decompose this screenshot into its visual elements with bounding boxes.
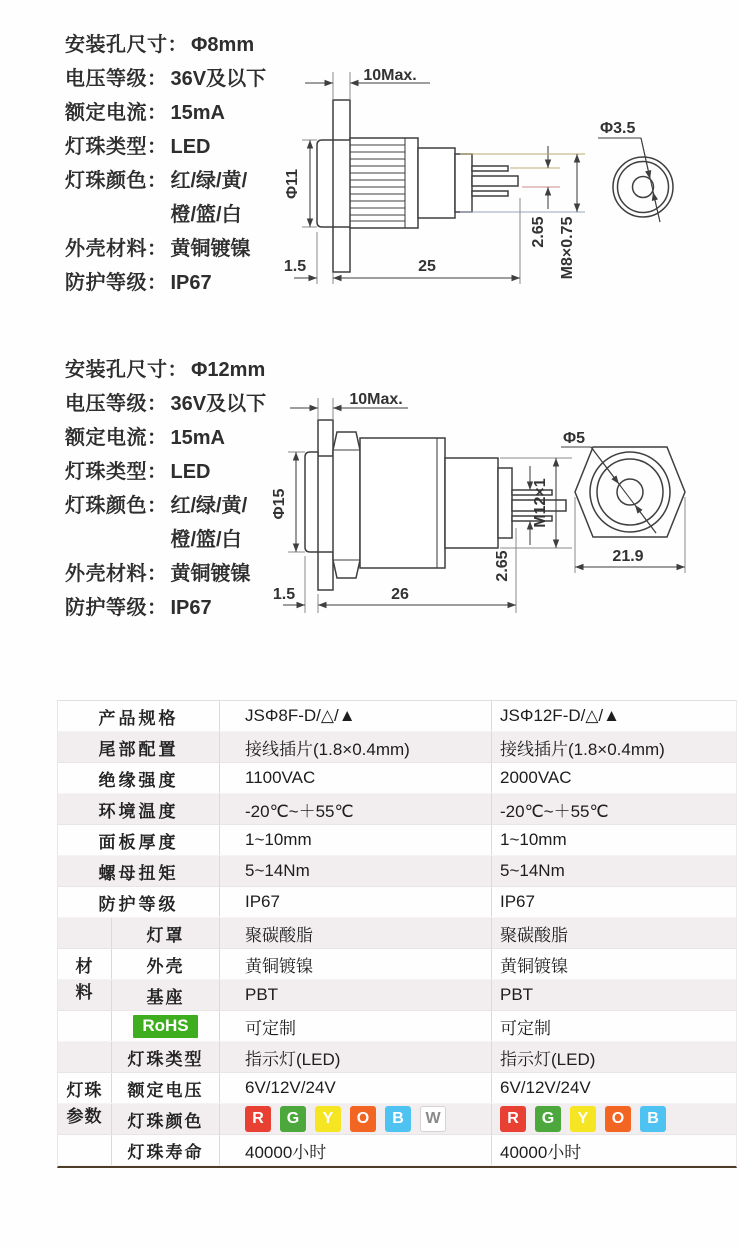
dim-panel-thickness [290, 391, 408, 420]
value-8mm: IP67 [219, 887, 491, 917]
spec-value [171, 164, 248, 232]
value-8mm: 接线插片(1.8×0.4mm) [219, 732, 491, 762]
spec-label: 灯珠类型： [65, 136, 168, 158]
value-8mm: 6V/12V/24V [219, 1073, 491, 1103]
spec-value: 15mA [170, 102, 225, 124]
value-8mm: 指示灯(LED) [219, 1042, 491, 1072]
value-12mm: IP67 [491, 887, 736, 917]
value-8mm: JSΦ8F-D/△/▲ [219, 701, 491, 731]
value-12mm: -20℃~＋55℃ [491, 794, 736, 824]
table-row-temperature [58, 794, 736, 825]
value-12mm: 指示灯(LED) [491, 1042, 736, 1072]
value-8mm: 1~10mm [219, 825, 491, 855]
table-row-nut-torque [58, 856, 736, 887]
table-row-model [58, 701, 736, 732]
spec-value: Φ12mm [191, 359, 266, 381]
spec-row-mounting-hole [65, 353, 285, 387]
dim-label-10max: 10Max. [363, 67, 417, 84]
value-12mm: 接线插片(1.8×0.4mm) [491, 732, 736, 762]
spec-value: LED [170, 461, 211, 483]
table-row-shell [58, 949, 736, 980]
spec-label: 电压等级： [65, 393, 168, 415]
group-char: 材 [75, 957, 94, 976]
spec-value: 36V及以下 [170, 68, 267, 90]
spec-value: 黄铜镀镍 [170, 563, 251, 585]
group-char: 料 [75, 983, 94, 1002]
color-chip-W: W [420, 1106, 446, 1132]
table-row-ip-rating [58, 887, 736, 918]
dim-label-10max: 10Max. [349, 391, 403, 408]
front-view-12mm [561, 430, 685, 573]
row-label: 灯罩 [111, 918, 219, 948]
row-label: 基座 [111, 980, 219, 1010]
spec-value: LED [170, 136, 211, 158]
spec-row-led-type [65, 455, 285, 489]
spec-label: 防护等级： [65, 597, 168, 619]
spec-value [171, 489, 248, 557]
spec-label: 额定电流： [65, 102, 168, 124]
spec-label: 外壳材料： [65, 238, 168, 260]
spec-row-shell-material [65, 557, 285, 591]
spec-row-voltage [65, 62, 285, 96]
spec-label: 安装孔尺寸： [65, 359, 188, 381]
spec-label: 灯珠颜色： [65, 170, 168, 192]
front-bezel [305, 452, 318, 552]
dim-thread [460, 154, 585, 279]
table-row-led-type [58, 1042, 736, 1073]
spec-row-shell-material [65, 232, 285, 266]
spec-row-voltage [65, 387, 285, 421]
row-label: 额定电压 [111, 1073, 219, 1103]
group-word: 灯珠 [66, 1081, 103, 1100]
value-12mm: 聚碳酸脂 [491, 918, 736, 948]
rear-cap [455, 154, 472, 212]
dim-head-diameter [271, 452, 305, 552]
value-8mm: PBT [219, 980, 491, 1010]
value-12mm: PBT [491, 980, 736, 1010]
table-row-led-life [58, 1135, 736, 1166]
dim-label-1-5: 1.5 [283, 258, 307, 275]
hex-nut [333, 432, 360, 578]
color-chip-Y: Y [570, 1106, 596, 1132]
dim-label-phi15: Φ15 [271, 488, 288, 520]
color-chips-8mm [219, 1104, 491, 1134]
dim-pin-pitch [510, 146, 560, 248]
group-label-material [58, 918, 111, 1042]
spec-row-ip-rating [65, 591, 285, 625]
dimension-drawing-8mm [275, 50, 739, 305]
row-label: 防护等级 [98, 894, 179, 914]
row-label: 灯珠寿命 [111, 1135, 219, 1165]
value-12mm: 黄铜镀镍 [491, 949, 736, 979]
spec-value: 36V及以下 [170, 393, 267, 415]
spec-label: 额定电流： [65, 427, 168, 449]
table-row-lens [58, 918, 736, 949]
spec-value-line2: 橙/篮/白 [170, 204, 242, 226]
spec-value-line1: 红/绿/黄/ [170, 495, 248, 517]
spec-row-ip-rating [65, 266, 285, 300]
table-row-rohs [58, 1011, 736, 1042]
spec-block-12mm [65, 353, 285, 625]
dim-label-m12: M12×1 [532, 478, 549, 528]
row-label: 环境温度 [98, 801, 179, 821]
spec-value-line1: 红/绿/黄/ [170, 170, 248, 192]
row-label: 螺母扭矩 [98, 863, 179, 883]
group-word: 参数 [66, 1107, 103, 1126]
spec-row-led-type [65, 130, 285, 164]
dim-label-2-65: 2.65 [530, 216, 547, 248]
dim-label-phi11: Φ11 [284, 168, 301, 200]
value-8mm: 1100VAC [219, 763, 491, 793]
spec-label: 防护等级： [65, 272, 168, 294]
spec-value: 黄铜镀镍 [170, 238, 251, 260]
value-12mm: 1~10mm [491, 825, 736, 855]
row-label: 尾部配置 [98, 739, 179, 759]
chip-list [500, 1106, 666, 1132]
spec-label: 灯珠类型： [65, 461, 168, 483]
switch-body [317, 138, 518, 228]
color-chip-O: O [605, 1106, 631, 1132]
terminal-pins [472, 166, 518, 196]
rear-cap [498, 468, 512, 538]
dim-label-phi3-5: Φ3.5 [600, 120, 636, 137]
spec-value: 15mA [170, 427, 225, 449]
table-row-panel-thickness [58, 825, 736, 856]
rohs-badge: RoHS [133, 1015, 197, 1038]
switch-body [305, 432, 566, 578]
spec-label: 灯珠颜色： [65, 495, 168, 517]
dim-label-25: 25 [418, 258, 436, 275]
row-label: 绝缘强度 [98, 770, 179, 790]
dim-label-phi5: Φ5 [563, 430, 586, 447]
table-row-rated-voltage [58, 1073, 736, 1104]
dim-label-m8: M8×0.75 [559, 216, 576, 280]
dimension-drawing-12mm [270, 378, 739, 625]
chip-list [245, 1106, 446, 1132]
front-bezel [317, 140, 333, 227]
spec-table [57, 700, 737, 1168]
spec-label: 安装孔尺寸： [65, 34, 188, 56]
rohs-cell [111, 1011, 219, 1041]
value-12mm: JSΦ12F-D/△/▲ [491, 701, 736, 731]
dim-label-1-5: 1.5 [272, 586, 296, 603]
spec-row-led-colors [65, 489, 285, 557]
front-view-8mm [598, 120, 673, 222]
table-row-led-colors [58, 1104, 736, 1135]
dim-label-21-9: 21.9 [612, 548, 644, 565]
row-label: 灯珠类型 [111, 1042, 219, 1072]
panel-section [333, 100, 350, 272]
row-label: 面板厚度 [98, 832, 179, 852]
value-8mm: 聚碳酸脂 [219, 918, 491, 948]
panel-section [318, 420, 333, 590]
value-8mm: -20℃~＋55℃ [219, 794, 491, 824]
dim-panel-thickness [305, 67, 430, 100]
table-row-base [58, 980, 736, 1011]
value-8mm: 40000小时 [219, 1135, 491, 1165]
spec-label: 电压等级： [65, 68, 168, 90]
color-chip-R: R [245, 1106, 271, 1132]
value-8mm: 黄铜镀镍 [219, 949, 491, 979]
dim-label-2-65: 2.65 [494, 550, 511, 582]
spec-block-8mm [65, 28, 285, 300]
table-row-termination [58, 732, 736, 763]
spec-row-current [65, 96, 285, 130]
value-8mm: 可定制 [219, 1011, 491, 1041]
threaded-body [445, 458, 498, 548]
color-chip-B: B [640, 1106, 666, 1132]
value-12mm: 6V/12V/24V [491, 1073, 736, 1103]
group-label-led-params [58, 1042, 111, 1166]
color-chip-O: O [350, 1106, 376, 1132]
spec-row-mounting-hole [65, 28, 285, 62]
value-12mm: 40000小时 [491, 1135, 736, 1165]
row-label: 灯珠颜色 [111, 1104, 219, 1134]
color-chip-R: R [500, 1106, 526, 1132]
spec-label: 外壳材料： [65, 563, 168, 585]
table-row-dielectric [58, 763, 736, 794]
row-label: 产品规格 [98, 708, 179, 728]
row-label: 外壳 [111, 949, 219, 979]
spec-value: IP67 [170, 597, 212, 619]
color-chip-Y: Y [315, 1106, 341, 1132]
spec-value: IP67 [170, 272, 212, 294]
value-12mm: 2000VAC [491, 763, 736, 793]
color-chip-B: B [385, 1106, 411, 1132]
color-chips-12mm [491, 1104, 736, 1134]
color-chip-G: G [280, 1106, 306, 1132]
value-12mm: 可定制 [491, 1011, 736, 1041]
spec-row-led-colors [65, 164, 285, 232]
mid-housing [418, 148, 455, 218]
spec-value: Φ8mm [191, 34, 255, 56]
lamp-housing [360, 438, 445, 568]
value-12mm: 5~14Nm [491, 856, 736, 886]
value-8mm: 5~14Nm [219, 856, 491, 886]
spec-value-line2: 橙/篮/白 [170, 529, 242, 551]
spec-row-current [65, 421, 285, 455]
dim-label-26: 26 [391, 586, 409, 603]
color-chip-G: G [535, 1106, 561, 1132]
dim-head-diameter [284, 140, 317, 227]
